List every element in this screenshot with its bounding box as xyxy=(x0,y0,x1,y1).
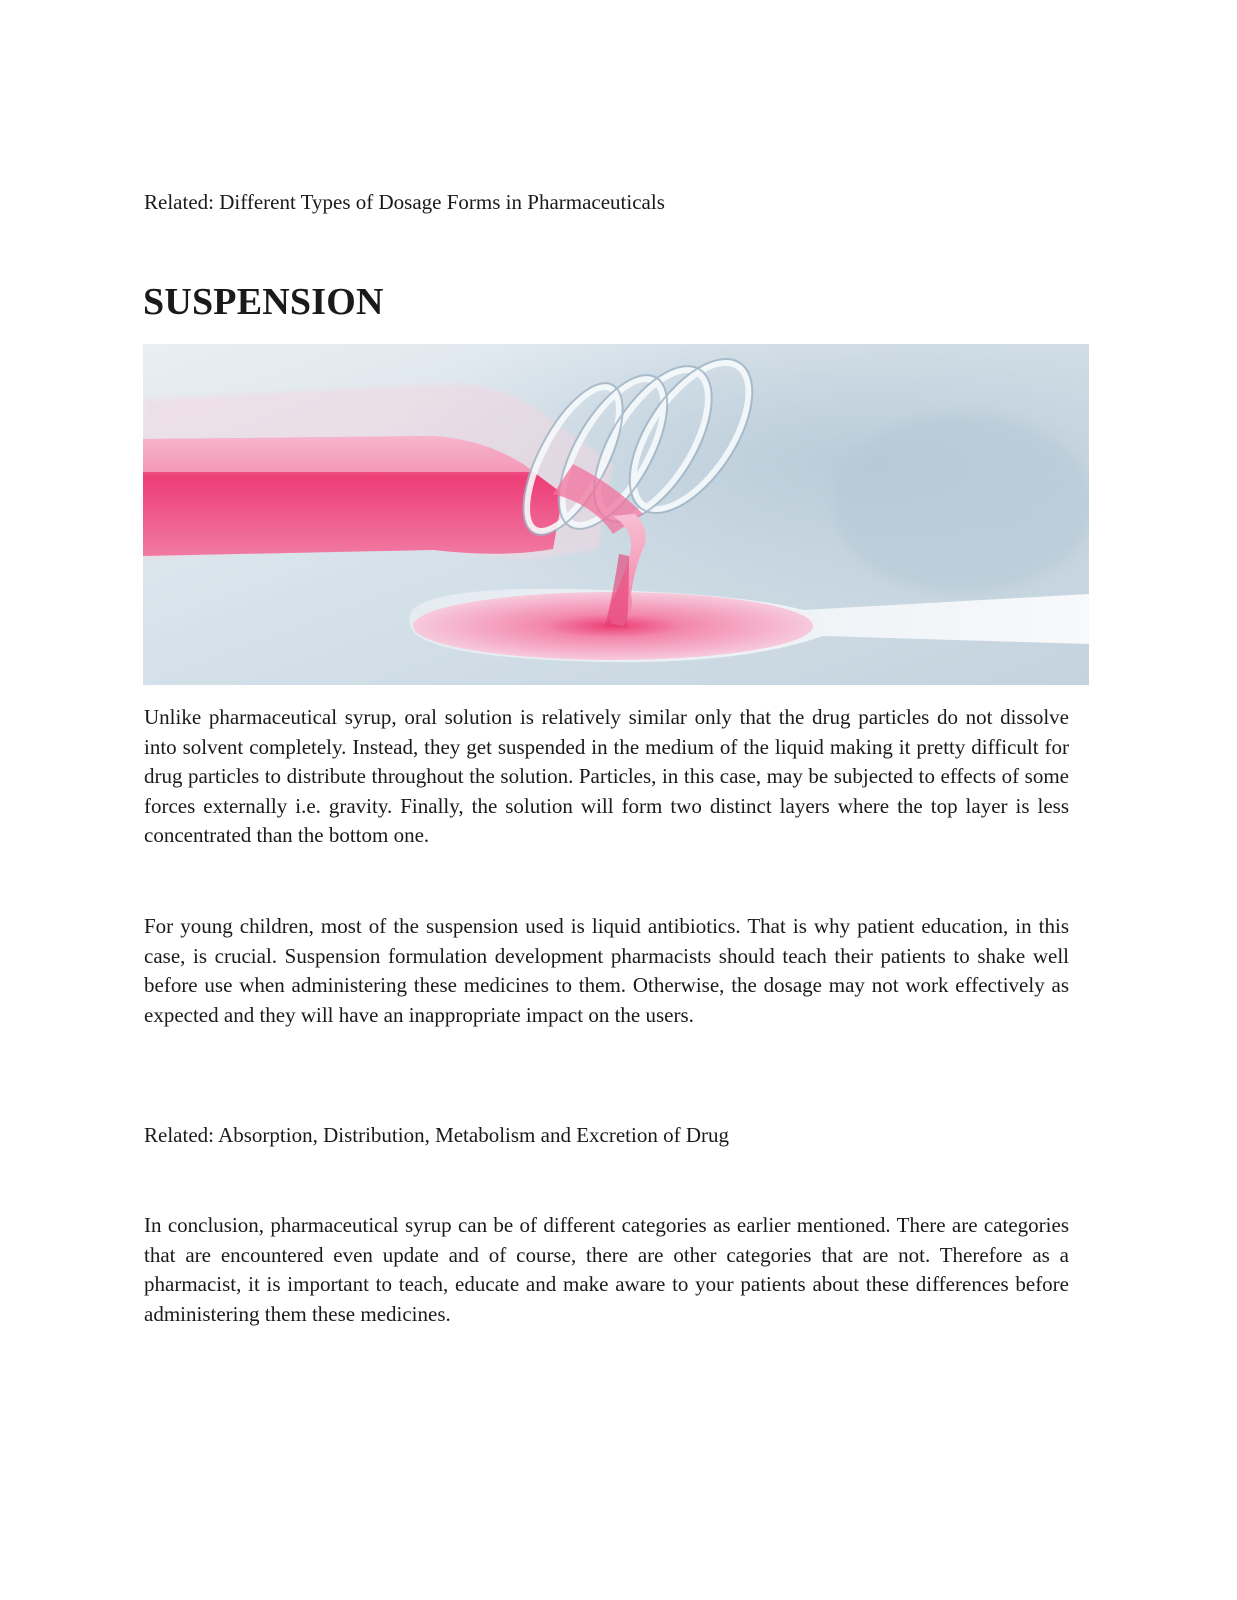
syrup-photo xyxy=(143,344,1089,685)
related-link-dosage-forms[interactable]: Related: Different Types of Dosage Forms in Pharmaceuticals xyxy=(144,190,665,214)
paragraph-patient-education: For young children, most of the suspension used is liquid antibiotics. That is why patient education, in this case, is crucial. Suspension formulation development pharmacists should teach their patients to shake well before use when administering these medicines to them. Otherwise, the dosage may not work effectively as expected and they will have an inappropriate impact on the users. xyxy=(144,914,1069,1027)
related-link-adme[interactable]: Related: Absorption, Distribution, Metabolism and Excretion of Drug xyxy=(144,1123,729,1147)
paragraph-conclusion: In conclusion, pharmaceutical syrup can be of different categories as earlier mentioned. There are categories that are encountered even update and of course, there are other categories that are not. Therefore as a pharmacist, it is important to teach, educate and make aware to your patients about these differences before administering them these medicines. xyxy=(144,1213,1069,1326)
paragraph-suspension-description: Unlike pharmaceutical syrup, oral solution is relatively similar only that the drug particles do not dissolve into solvent completely. Instead, they get suspended in the medium of the liquid making it pretty difficult for drug particles to distribute throughout the solution. Particles, in this case, may be subjected to effects of some forces externally i.e. gravity. Finally, the solution will form two distinct layers where the top layer is less concentrated than the bottom one. xyxy=(144,705,1069,847)
section-heading: SUSPENSION xyxy=(143,281,384,323)
